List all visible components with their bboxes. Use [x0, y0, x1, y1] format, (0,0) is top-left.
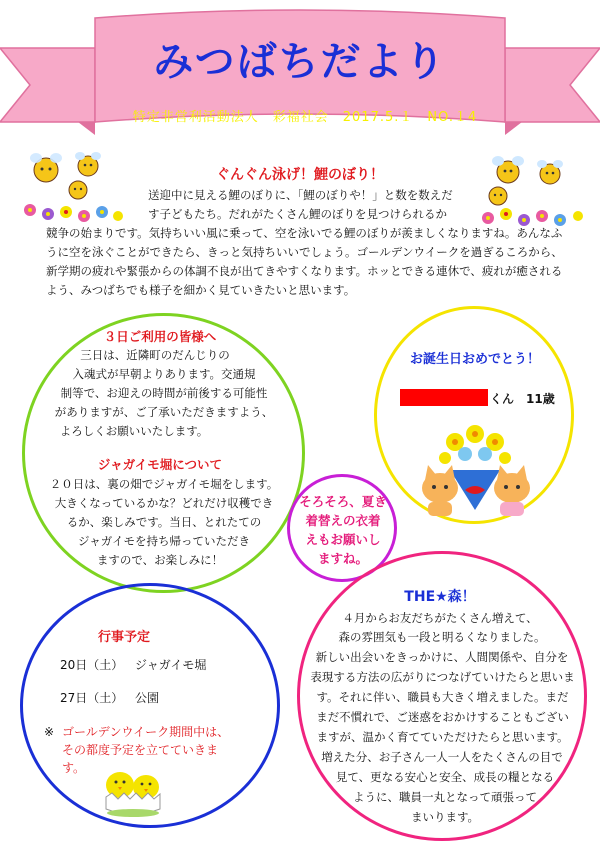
event-name-1: ジャガイモ堀 [135, 658, 207, 672]
potato-line-1: ２０日は、裏の畑でジャガイモ堀をします。 [49, 477, 279, 491]
birthday-name-age: くん 11歳 [490, 392, 555, 406]
notice-line-4: がありますが、ご了承いただきますよう、 [54, 405, 274, 419]
koi-line-2: す子どもたち。だれがたくさん鯉のぼりを見つけられるか [148, 207, 447, 221]
koi-line-3: 競争の始まりです。気持ちいい風に乗って、空を泳いでる鯉のぼりが羨ましくなりますね。あんなふ [46, 226, 563, 240]
chicks-icon [98, 763, 168, 818]
potato-heading: ジャガイモ堀について [97, 457, 223, 472]
mori-line-8: 増えた分、お子さん一人一人をたくさんの目で [321, 750, 563, 764]
clothes-line-4: ますね。 [317, 551, 368, 566]
redacted-name-bar [400, 389, 488, 406]
notice-line-3: 制等で、お迎えの時間が前後する可能性 [60, 386, 268, 400]
events-heading: 行事予定 [98, 630, 151, 645]
notice-line-2: 入魂式が早朝よりあります。交通規 [72, 367, 256, 381]
notice-line-5: よろしくお願いいたします。 [59, 424, 209, 438]
event-name-2: 公園 [135, 691, 160, 705]
clothes-line-2: 着替えの衣着 [305, 513, 381, 528]
newsletter-title: みつばちだより [153, 39, 447, 85]
mori-line-3: 新しい出会いをきっかけに、人間関係や、自分を [315, 650, 569, 664]
mori-line-9: 見て、更なる安心と安全、成長の糧となる [335, 770, 555, 784]
clothes-line-1: そろそろ、夏き [299, 494, 387, 509]
koi-line-4: うに空を泳ぐことができたら、きっと気持ちいいでしょう。ゴールデンウイークを過ぎるころから、 [46, 245, 563, 259]
events-note-line-1: ゴールデンウイーク期間中は、 [62, 725, 230, 739]
mori-line-11: まいります。 [410, 810, 480, 824]
mori-line-6: まだ不慣れで、ご迷惑をおかけすることもござい [316, 710, 569, 724]
mori-heading: THE★森！ [404, 589, 476, 605]
event-date-2: 27日（土） [60, 691, 124, 705]
bee-flower-left-icon [18, 148, 128, 228]
koi-heading: ぐんぐん泳げ！鯉のぼり！ [216, 167, 384, 183]
koi-line-5: 新学期の疲れや緊張からの体調不良が出てきやすくなります。ホッとできる連休で、疲れが癒される [46, 264, 563, 278]
mori-line-1: ４月からお友だちがたくさん増えて、 [342, 611, 538, 625]
newsletter-subtitle: 特定非営利活動法人 彩福社会 2017.5.１ NO.１4 [132, 110, 478, 125]
mori-line-4: 表現する方法の広がりにつなげていけたらと思いま [310, 670, 575, 684]
events-note-line-3: す。 [62, 761, 86, 775]
potato-line-3: るか、楽しみです。当日、とれたての [66, 515, 262, 529]
clothes-line-3: えもお願いし [305, 532, 381, 547]
koi-line-1: 送迎中に見える鯉のぼりに、「鯉のぼりや！」と数を数えだ [148, 188, 453, 202]
mori-line-10: ように、職員一丸となって頑張って [353, 790, 537, 804]
mori-line-5: す。それに伴い、職員も大きく増えました。まだ [316, 690, 569, 704]
cats-bouquet-icon [410, 420, 540, 520]
notice-line-1: 三日は、近隣町のだんじりの [80, 348, 230, 362]
events-note-line-2: その都度予定を立てていきま [62, 743, 219, 757]
koi-line-6: よう、みつばちでも様子を細かく見ていきたいと思います。 [46, 283, 356, 297]
bee-flower-right-icon [478, 152, 588, 232]
event-date-1: 20日（土） [60, 658, 124, 672]
mori-line-2: 森の雰囲気も一段と明るくなりました。 [338, 630, 546, 644]
notice-heading: ３日ご利用の皆様へ [103, 329, 217, 344]
birthday-heading: お誕生日おめでとう！ [409, 352, 540, 367]
potato-line-5: ますので、お楽しみに！ [96, 553, 224, 567]
mori-line-7: ますが、温かく育てていただけたらと思います。 [316, 730, 569, 744]
potato-line-4: ジャガイモを持ち帰っていただき [78, 534, 250, 548]
potato-line-2: 大きくなっているかな？どれだけ収穫でき [54, 496, 274, 510]
events-note-mark: ※ [44, 725, 55, 739]
